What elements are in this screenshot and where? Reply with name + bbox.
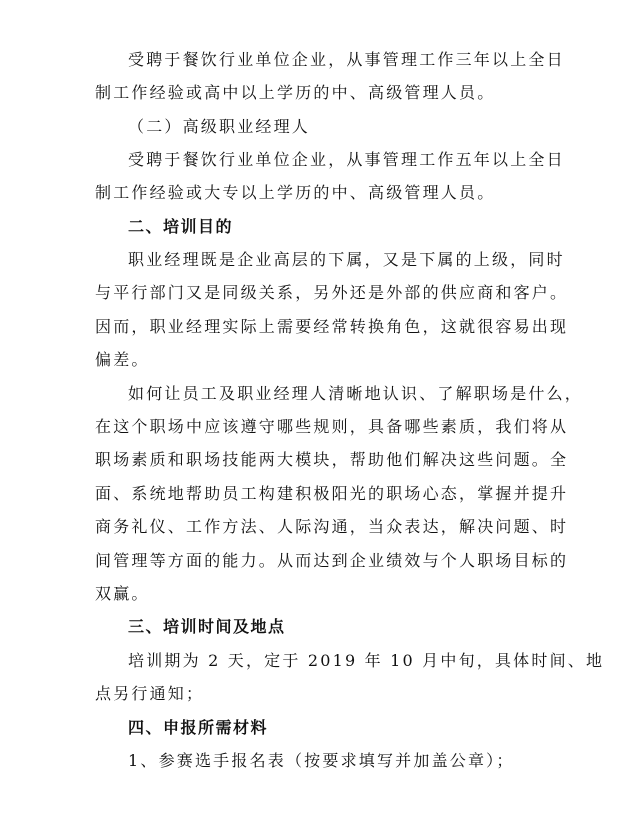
paragraph-line: 因而，职业经理实际上需要经常转换角色，这就很容易出现 bbox=[95, 317, 569, 336]
paragraph-line: 培训期为 2 天，定于 2019 年 10 月中旬，具体时间、地 bbox=[128, 651, 605, 670]
list-item: 1、参赛选手报名表（按要求填写并加盖公章）； bbox=[128, 751, 515, 770]
paragraph-line: 制工作经验或高中以上学历的中、高级管理人员。 bbox=[95, 83, 496, 102]
section-heading: 四、申报所需材料 bbox=[128, 718, 269, 737]
sub-heading: （二）高级职业经理人 bbox=[128, 117, 311, 136]
section-heading: 三、培训时间及地点 bbox=[128, 617, 286, 636]
section-heading: 二、培训目的 bbox=[128, 217, 234, 236]
paragraph-line: 商务礼仪、工作方法、人际沟通，当众表达，解决问题、时 bbox=[95, 517, 569, 536]
paragraph-line: 双赢。 bbox=[95, 584, 150, 603]
paragraph-line: 受聘于餐饮行业单位企业，从事管理工作五年以上全日 bbox=[128, 150, 565, 169]
paragraph-line: 点另行通知； bbox=[95, 684, 205, 703]
paragraph-line: 职场素质和职场技能两大模块，帮助他们解决这些问题。全 bbox=[95, 450, 569, 469]
paragraph-line: 间管理等方面的能力。从而达到企业绩效与个人职场目标的 bbox=[95, 551, 569, 570]
paragraph-line: 制工作经验或大专以上学历的中、高级管理人员。 bbox=[95, 183, 496, 202]
paragraph-line: 偏差。 bbox=[95, 350, 150, 369]
paragraph-line: 在这个职场中应该遵守哪些规则，具备哪些素质，我们将从 bbox=[95, 417, 569, 436]
paragraph-line: 受聘于餐饮行业单位企业，从事管理工作三年以上全日 bbox=[128, 50, 565, 69]
paragraph-line: 与平行部门又是同级关系，另外还是外部的供应商和客户。 bbox=[95, 283, 569, 302]
paragraph-line: 面、系统地帮助员工构建积极阳光的职场心态，掌握并提升 bbox=[95, 484, 569, 503]
paragraph-line: 如何让员工及职业经理人清晰地认识、了解职场是什么， bbox=[128, 384, 584, 403]
paragraph-line: 职业经理既是企业高层的下属，又是下属的上级，同时 bbox=[128, 250, 565, 269]
